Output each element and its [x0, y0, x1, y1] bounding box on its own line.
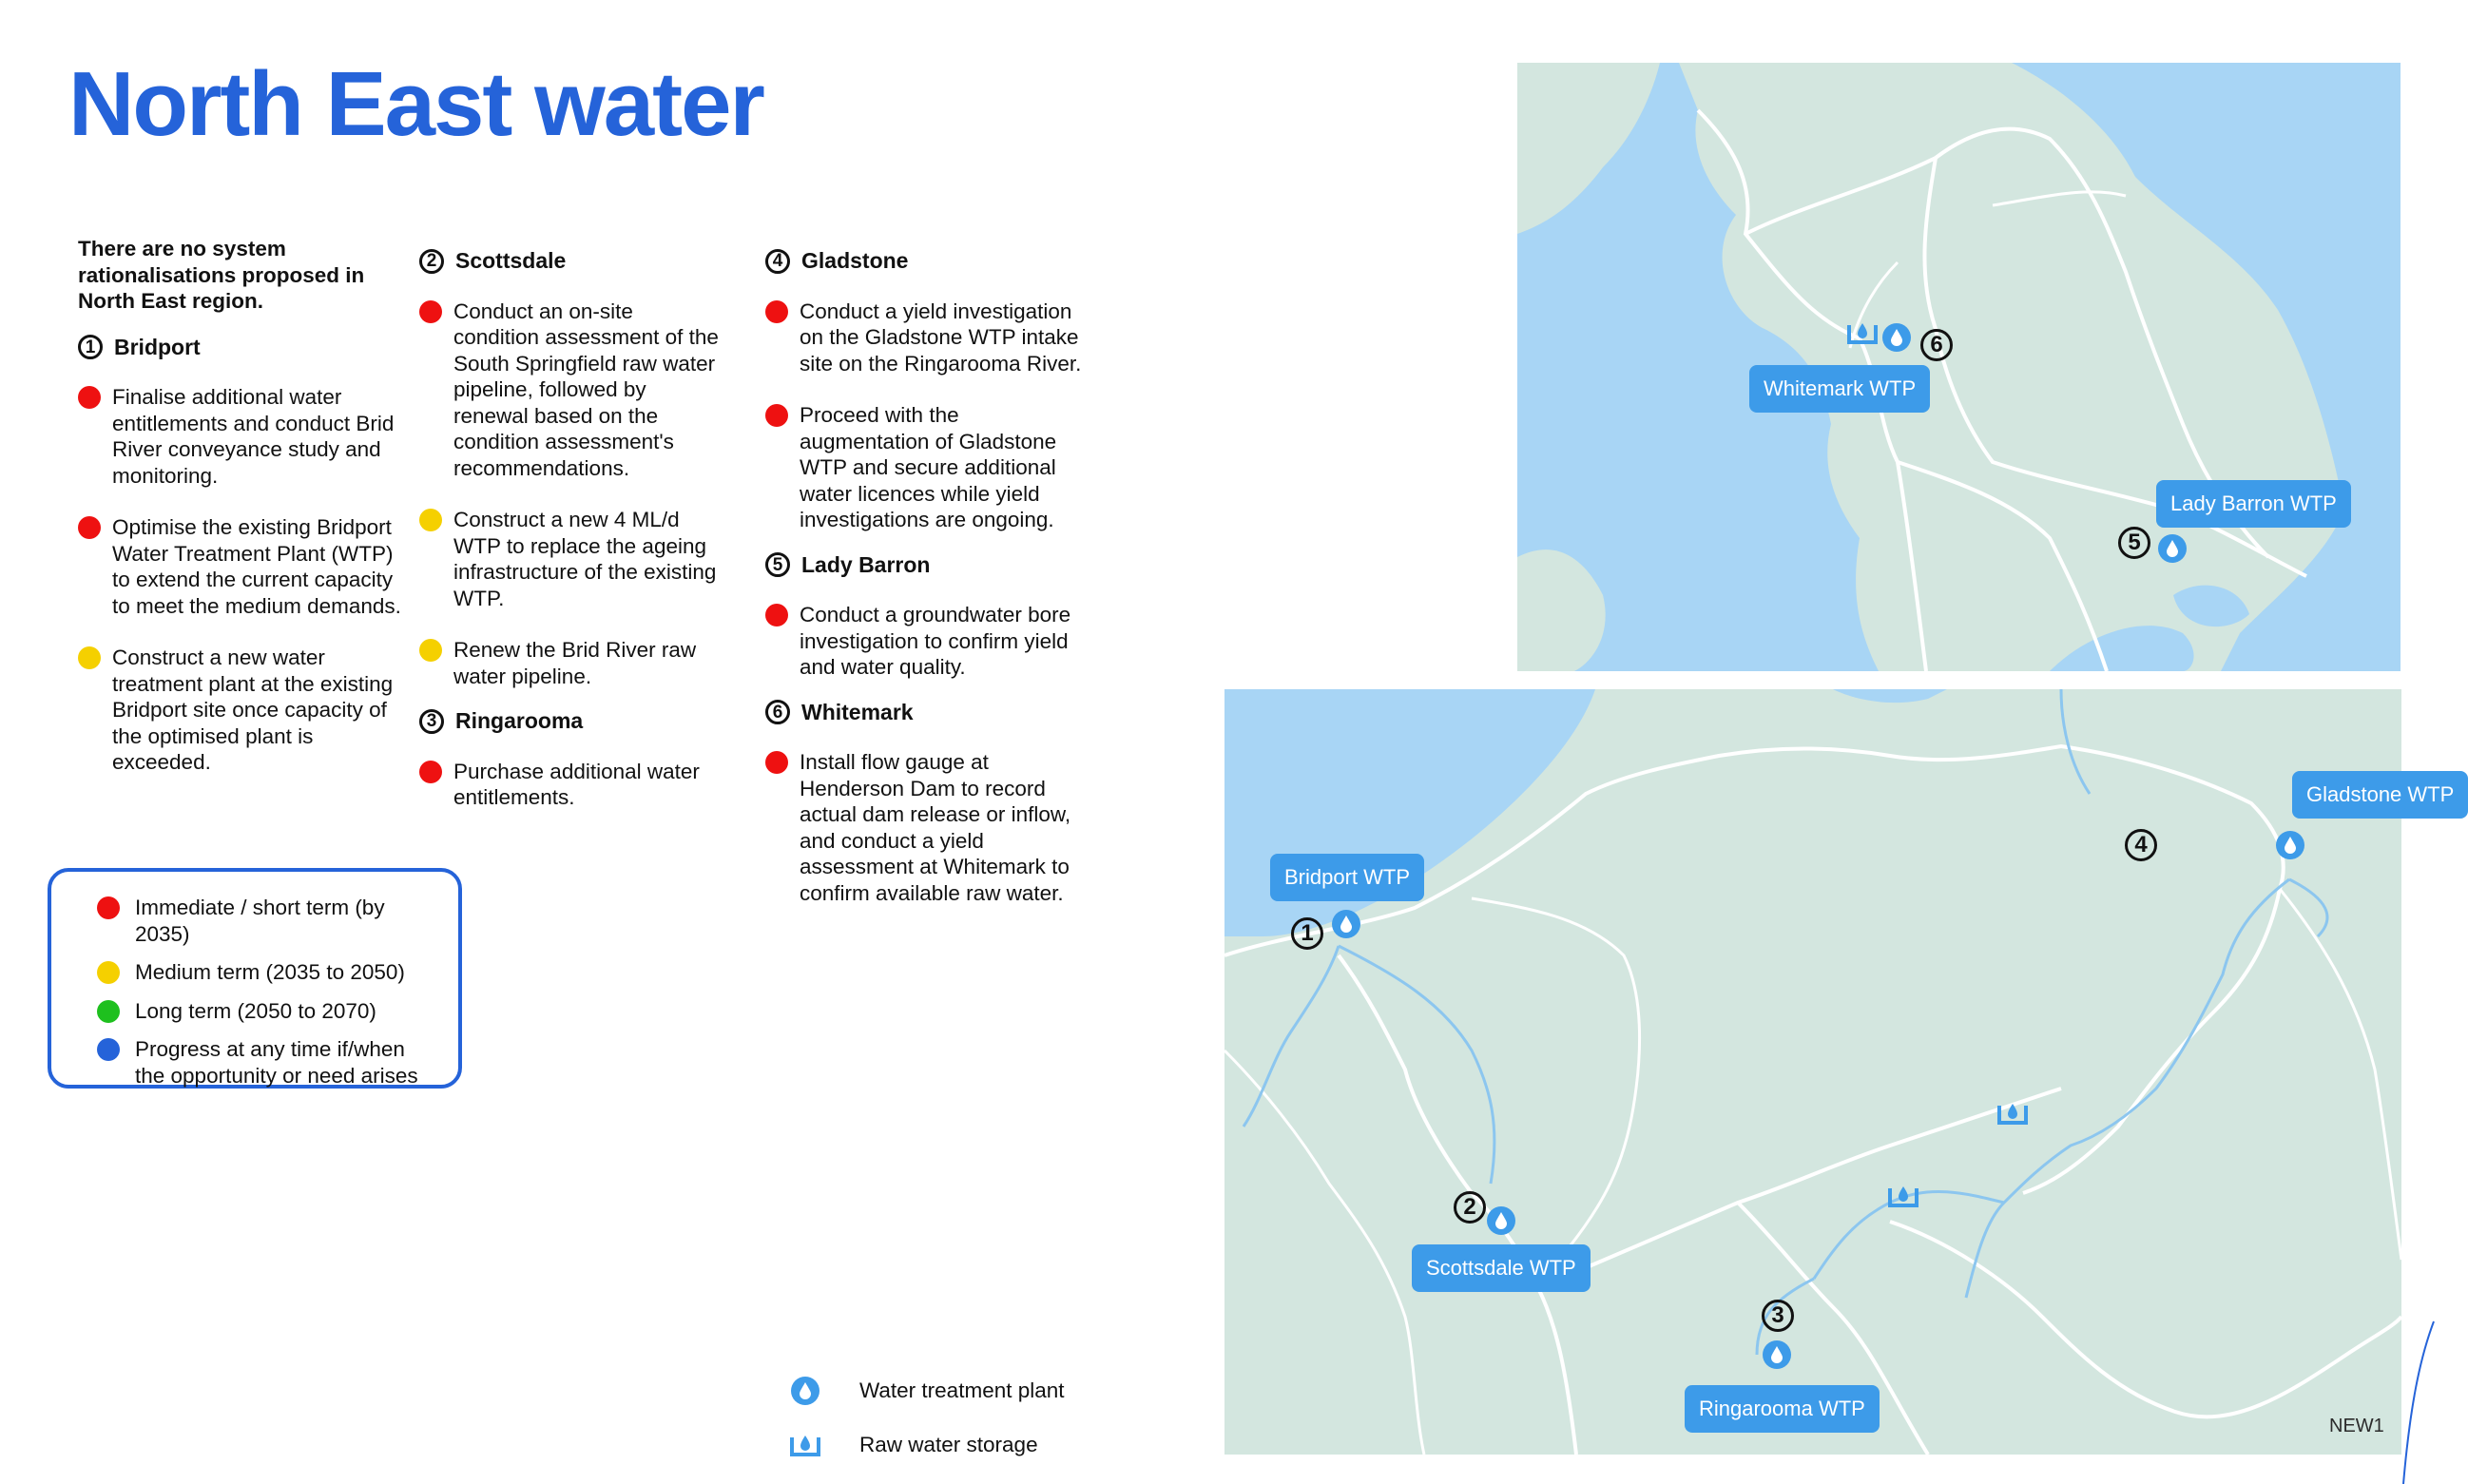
priority-dot-medium — [97, 961, 120, 984]
action-text: Purchase additional water entitlements. — [453, 759, 700, 809]
site-number-3: 3 — [1762, 1300, 1794, 1332]
map-flinders-canvas — [1517, 63, 2401, 671]
action-item — [78, 645, 401, 776]
section-heading-bridport — [78, 335, 401, 361]
action-item — [765, 749, 1089, 906]
priority-dot-long — [97, 1000, 120, 1023]
number-badge: 5 — [765, 552, 790, 577]
number-badge: 2 — [419, 249, 444, 274]
priority-dot-immediate — [419, 300, 442, 323]
section-heading-scottsdale — [419, 248, 723, 275]
site-number-1: 1 — [1291, 917, 1323, 950]
number-badge: 6 — [765, 700, 790, 724]
action-text: Construct a new 4 ML/d WTP to replace the ageing infrastructure of the existing WTP. — [453, 508, 717, 610]
action-text: Install flow gauge at Henderson Dam to record actual dam release or inflow, and conduct a yield assessment at Whitemark to confirm available raw water. — [800, 750, 1071, 905]
action-text: Construct a new water treatment plant at the existing Bridport site once capacity of the optimised plant is exceeded. — [112, 646, 394, 774]
action-text: Conduct a yield investigation on the Gladstone WTP intake site on the Ringarooma River. — [800, 299, 1082, 376]
priority-dot-medium — [78, 646, 101, 669]
action-item — [765, 299, 1089, 377]
section-heading-gladstone — [765, 248, 1089, 275]
priority-dot-medium — [419, 509, 442, 531]
raw-water-storage-icon — [1887, 1183, 1919, 1209]
priority-dot-immediate — [78, 516, 101, 539]
number-badge: 3 — [419, 709, 444, 734]
site-number-6: 6 — [1920, 329, 1953, 361]
intro-text: There are no system rationalisations proposed in North East region. — [78, 237, 365, 313]
legend-item-anytime — [74, 1036, 435, 1089]
map-mainland-canvas — [1224, 689, 2401, 1455]
action-text: Conduct an on-site condition assessment of the South Springfield raw water pipeline, followed by renewal based on the condition assessment's recommendations. — [453, 299, 719, 480]
priority-dot-immediate — [419, 761, 442, 783]
map-north-east-mainland — [1224, 689, 2455, 1455]
action-item — [419, 299, 723, 482]
label-ringarooma-wtp: Ringarooma WTP — [1685, 1385, 1880, 1433]
priority-dot-immediate — [765, 404, 788, 427]
legend-label: Progress at any time if/when the opportunity or need arises — [135, 1037, 418, 1088]
water-treatment-plant-icon — [1882, 323, 1911, 352]
key-label: Raw water storage — [859, 1433, 1038, 1456]
section-title: Gladstone — [801, 248, 909, 273]
label-lady-barron-wtp: Lady Barron WTP — [2156, 480, 2351, 528]
section-title: Scottsdale — [455, 248, 567, 273]
legend-label: Immediate / short term (by 2035) — [135, 896, 385, 946]
action-item — [765, 402, 1089, 533]
label-scottsdale-wtp: Scottsdale WTP — [1412, 1244, 1591, 1292]
action-item — [419, 637, 723, 689]
section-title: Lady Barron — [801, 551, 931, 577]
action-item — [78, 514, 401, 619]
legend-item-medium — [74, 959, 435, 986]
legend-label: Long term (2050 to 2070) — [135, 998, 376, 1023]
label-bridport-wtp: Bridport WTP — [1270, 854, 1424, 901]
section-heading-ringarooma — [419, 708, 723, 735]
action-text: Proceed with the augmentation of Gladstone WTP and secure additional water licences while yield investigations are ongoing. — [800, 403, 1057, 531]
decorative-curve — [2396, 1321, 2434, 1484]
legend-item-immediate — [74, 895, 435, 947]
action-text: Optimise the existing Bridport Water Treatment Plant (WTP) to extend the current capacity to meet the medium demands. — [112, 515, 401, 618]
priority-dot-immediate — [765, 604, 788, 626]
column-2 — [419, 248, 723, 811]
legend-item-long — [74, 998, 435, 1025]
number-badge: 4 — [765, 249, 790, 274]
priority-dot-immediate — [78, 386, 101, 409]
column-3 — [765, 248, 1089, 906]
priority-legend — [48, 868, 462, 1089]
water-treatment-plant-icon — [1332, 910, 1360, 938]
key-raw-water-storage — [768, 1426, 1038, 1464]
priority-dot-immediate — [765, 300, 788, 323]
label-gladstone-wtp: Gladstone WTP — [2292, 771, 2468, 819]
map-code: NEW1 — [2329, 1416, 2384, 1436]
site-number-4: 4 — [2125, 829, 2157, 861]
priority-dot-medium — [419, 639, 442, 662]
water-treatment-plant-icon — [1763, 1340, 1791, 1369]
action-item — [419, 759, 723, 811]
water-drop-icon — [768, 1372, 825, 1410]
legend-label: Medium term (2035 to 2050) — [135, 960, 405, 984]
key-label: Water treatment plant — [859, 1378, 1065, 1402]
action-item — [419, 507, 723, 611]
priority-dot-anytime — [97, 1038, 120, 1061]
water-treatment-plant-icon — [2276, 831, 2304, 859]
site-number-2: 2 — [1454, 1191, 1486, 1224]
map-flinders-island — [1517, 63, 2401, 671]
raw-water-storage-icon — [1846, 319, 1879, 346]
label-whitemark-wtp: Whitemark WTP — [1749, 365, 1930, 413]
action-item — [765, 602, 1089, 681]
number-badge: 1 — [78, 335, 103, 359]
page-title: North East water — [68, 53, 763, 155]
action-text: Finalise additional water entitlements and conduct Brid River conveyance study and monitoring. — [112, 385, 395, 488]
water-treatment-plant-icon — [1487, 1206, 1515, 1235]
section-heading-whitemark — [765, 700, 1089, 726]
raw-water-storage-icon — [1996, 1100, 2029, 1127]
section-title: Bridport — [114, 334, 201, 359]
section-title: Ringarooma — [455, 708, 584, 733]
action-item — [78, 384, 401, 489]
priority-dot-immediate — [97, 896, 120, 919]
site-number-5: 5 — [2118, 527, 2150, 559]
water-treatment-plant-icon — [2158, 534, 2187, 563]
raw-water-storage-icon — [768, 1426, 825, 1464]
section-heading-lady-barron — [765, 552, 1089, 579]
action-text: Renew the Brid River raw water pipeline. — [453, 638, 697, 688]
column-1 — [78, 236, 401, 776]
key-water-treatment-plant — [768, 1372, 1065, 1410]
action-text: Conduct a groundwater bore investigation to confirm yield and water quality. — [800, 603, 1071, 679]
priority-dot-immediate — [765, 751, 788, 774]
section-title: Whitemark — [801, 699, 914, 724]
